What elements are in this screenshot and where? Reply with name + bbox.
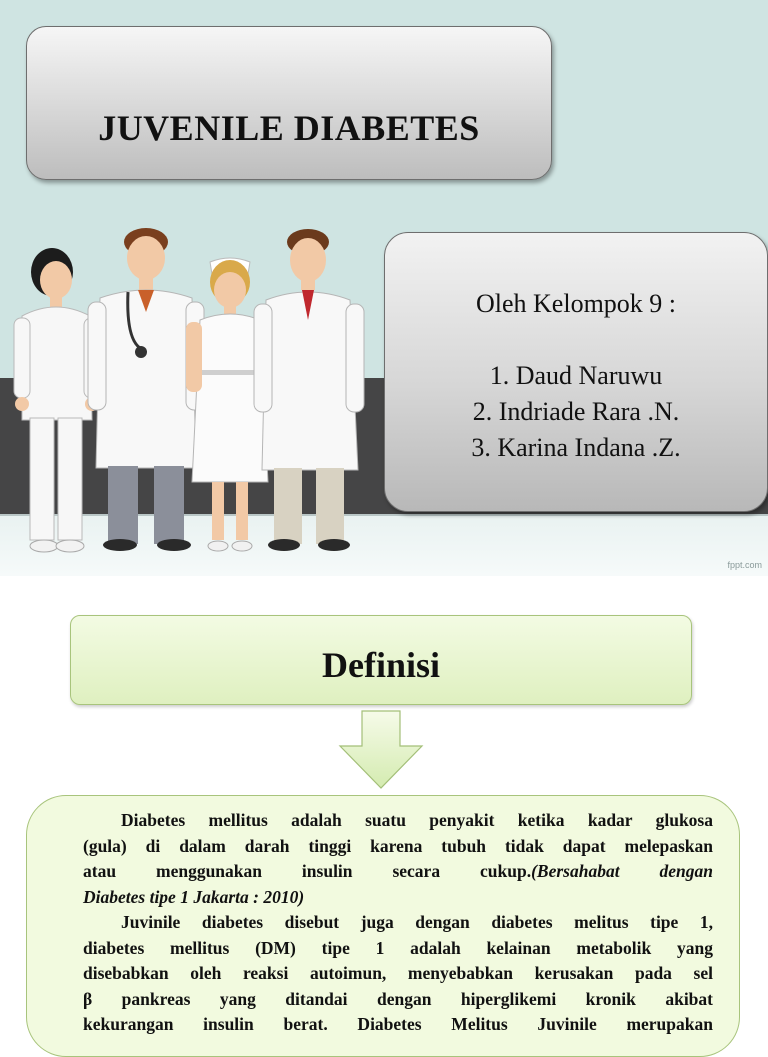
slide-title: JUVENILE DIABETES xyxy=(98,108,480,148)
authors-box xyxy=(384,232,768,512)
citation-line xyxy=(83,885,713,911)
paragraph-line: Juvinile diabetes disebut juga dengan diabetes melitus tipe 1, xyxy=(121,912,713,932)
citation-text: Diabetes tipe 1 Jakarta : 2010) xyxy=(83,886,305,907)
heading-box xyxy=(70,615,692,705)
paragraph-line: β pankreas yang ditandai dengan hiperglikemi kronik akibat xyxy=(83,988,713,1009)
author-item: 2. Indriade Rara .N. xyxy=(472,397,680,426)
doctor-figure-2 xyxy=(254,229,364,551)
definition-paragraph-1 xyxy=(83,808,713,910)
author-item: 1. Daud Naruwu xyxy=(489,361,663,390)
definition-paragraph-2 xyxy=(83,910,713,1038)
authors-heading: Oleh Kelompok 9 : xyxy=(475,289,677,318)
paragraph-text: atau menggunakan insulin secara cukup. xyxy=(83,861,532,881)
title-box xyxy=(26,26,552,180)
paragraph-line: (gula) di dalam darah tinggi karena tubuh tidak dapat melepaskan xyxy=(83,835,713,856)
paragraph-line: Diabetes mellitus adalah suatu penyakit ketika kadar glukosa xyxy=(121,810,713,830)
paragraph-line xyxy=(83,859,713,885)
section-heading: Definisi xyxy=(321,645,440,685)
nurse-figure-1 xyxy=(14,248,100,552)
watermark: fppt.com xyxy=(727,560,762,570)
medical-staff-illustration xyxy=(0,220,380,560)
down-arrow-icon xyxy=(338,710,424,790)
author-item: 3. Karina Indana .Z. xyxy=(471,433,681,462)
paragraph-line: disebabkan oleh reaksi autoimun, menyebabkan kerusakan pada sel xyxy=(83,963,713,983)
doctor-figure-1 xyxy=(88,228,204,551)
definition-slide xyxy=(0,576,768,1034)
paragraph-line: kekurangan insulin berat. Diabetes Melitus Juvinile merupakan xyxy=(83,1014,713,1034)
paragraph-line: diabetes mellitus (DM) tipe 1 adalah kelainan metabolik yang xyxy=(83,937,713,958)
citation-inline: (Bersahabat dengan xyxy=(531,861,713,881)
